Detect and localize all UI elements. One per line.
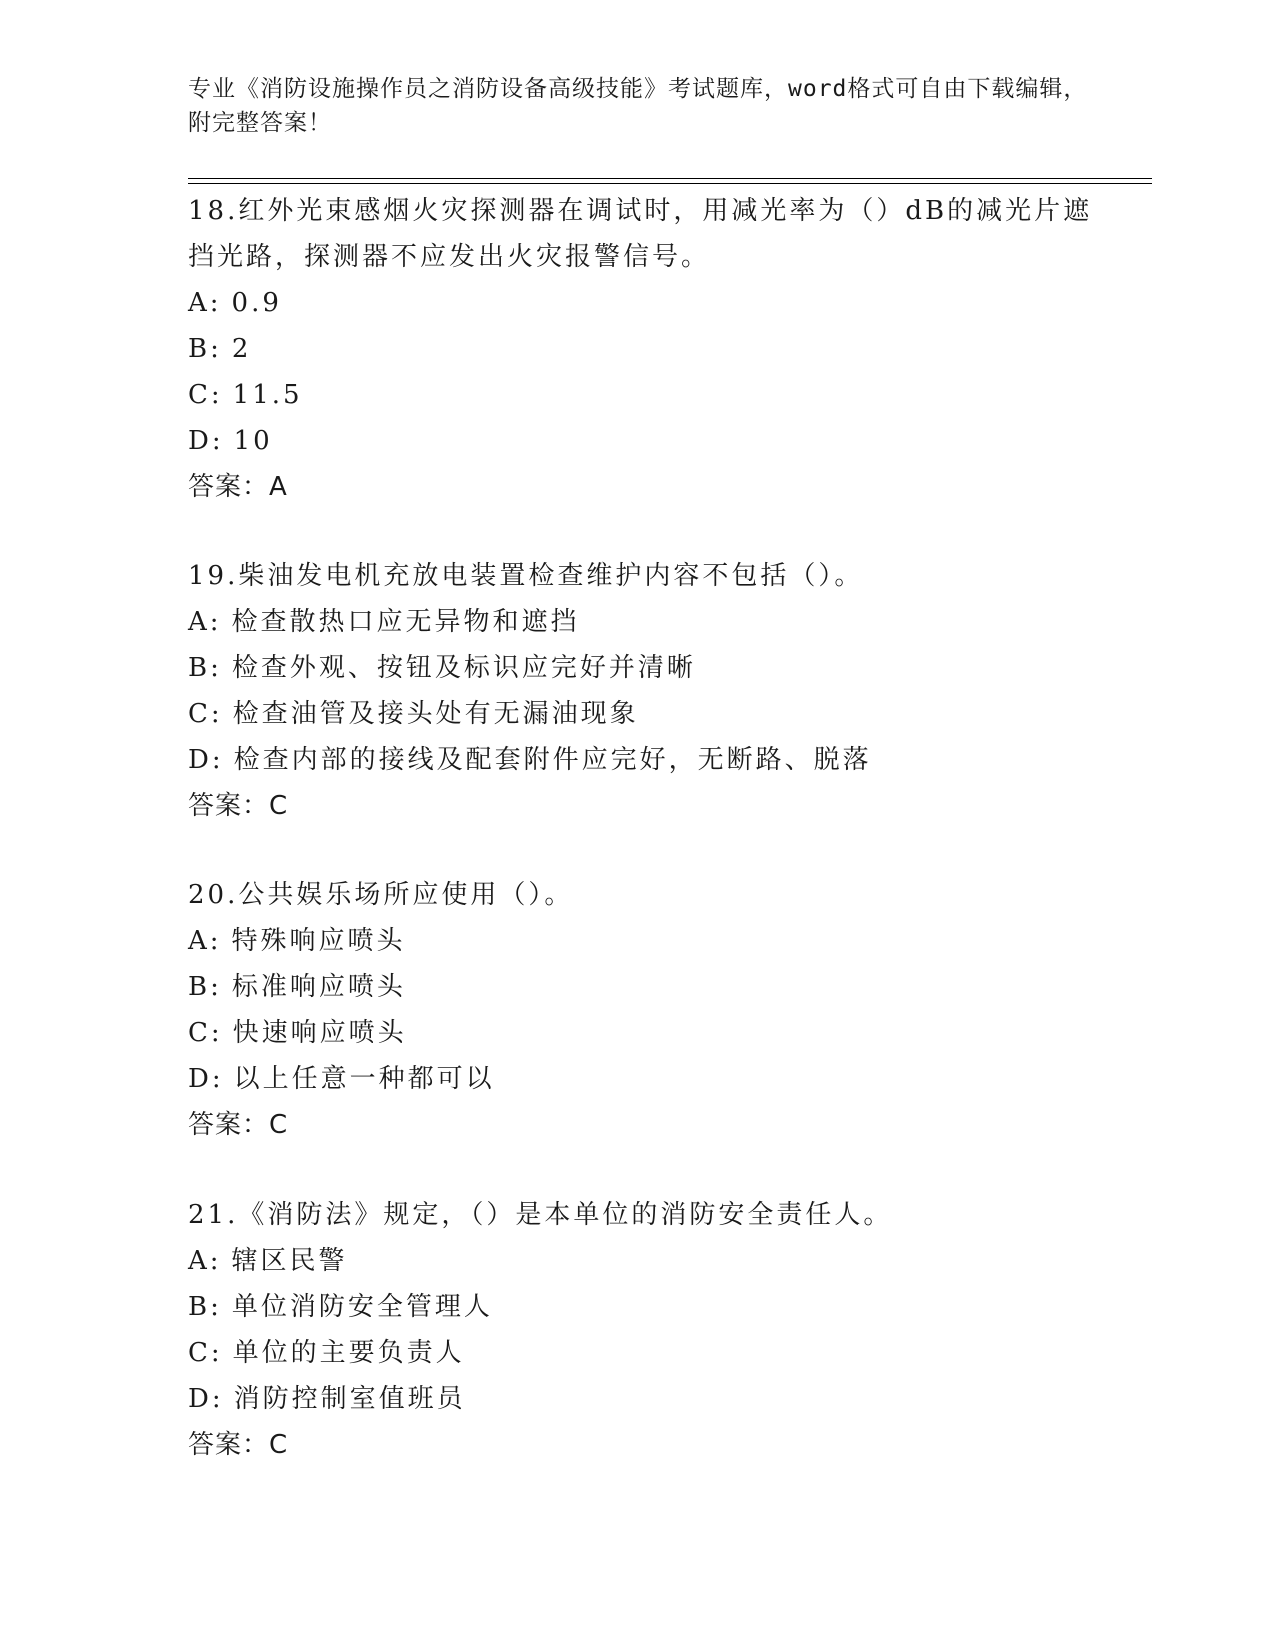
option-b (188, 645, 1108, 691)
option-text: 10 (233, 426, 273, 456)
option-text: 以上任意一种都可以 (233, 1064, 495, 1094)
question-21 (188, 1192, 1108, 1468)
option-text: 检查外观、按钮及标识应完好并清晰 (231, 653, 696, 683)
option-d (188, 418, 1108, 464)
option-text: 标准响应喷头 (231, 972, 406, 1002)
option-text: 检查散热口应无异物和遮挡 (231, 607, 580, 637)
option-separator: : (210, 1338, 223, 1368)
option-separator: : (210, 972, 222, 1002)
option-letter: A (188, 607, 210, 637)
option-letter: A (188, 288, 210, 318)
option-letter: D (188, 1384, 212, 1414)
option-text: 11.5 (232, 380, 303, 410)
option-letter: D (188, 1064, 212, 1094)
option-text: 辖区民警 (231, 1246, 348, 1276)
option-text: 特殊响应喷头 (231, 926, 406, 956)
option-b (188, 964, 1108, 1010)
question-text: 19.柴油发电机充放电装置检查维护内容不包括（）。 (188, 561, 864, 591)
option-text: 快速响应喷头 (232, 1018, 407, 1048)
option-d (188, 1056, 1108, 1102)
option-separator: : (210, 1018, 223, 1048)
option-a (188, 280, 1108, 326)
option-d (188, 737, 1108, 783)
option-a (188, 918, 1108, 964)
option-a (188, 599, 1108, 645)
option-text: 检查油管及接头处有无漏油现象 (232, 699, 639, 729)
question-text: 18.红外光束感烟火灾探测器在调试时，用减光率为（）dB的减光片遮挡光路，探测器不应发出火灾报警信号。 (188, 196, 1093, 272)
option-text: 单位的主要负责人 (232, 1338, 465, 1368)
option-text: 检查内部的接线及配套附件应完好，无断路、脱落 (233, 745, 872, 775)
option-text: 消防控制室值班员 (233, 1384, 466, 1414)
answer-label: 答案：C (188, 1110, 289, 1140)
option-c (188, 691, 1108, 737)
option-text: 单位消防安全管理人 (231, 1292, 493, 1322)
option-letter: D (188, 426, 212, 456)
question-19 (188, 553, 1108, 829)
option-a (188, 1238, 1108, 1284)
option-separator: : (210, 699, 223, 729)
option-letter: B (188, 1292, 211, 1322)
option-letter: D (188, 745, 212, 775)
option-separator: : (211, 1384, 224, 1414)
option-separator: : (211, 745, 224, 775)
option-separator: : (211, 1064, 224, 1094)
question-text: 21.《消防法》规定，（）是本单位的消防安全责任人。 (188, 1200, 893, 1230)
option-separator: : (210, 653, 222, 683)
answer-label: 答案：C (188, 791, 289, 821)
option-letter: C (188, 1018, 211, 1048)
option-separator: : (209, 607, 222, 637)
option-separator: : (209, 288, 222, 318)
option-letter: A (188, 926, 210, 956)
option-c (188, 1330, 1108, 1376)
option-letter: B (188, 334, 211, 364)
option-separator: : (211, 426, 224, 456)
option-letter: A (188, 1246, 210, 1276)
option-letter: C (188, 699, 211, 729)
question-text: 20.公共娱乐场所应使用（）。 (188, 880, 574, 910)
option-c (188, 372, 1108, 418)
question-18 (188, 188, 1108, 510)
document-header: 专业《消防设施操作员之消防设备高级技能》考试题库，word格式可自由下载编辑，附完整答案！ (188, 76, 1088, 136)
option-d (188, 1376, 1108, 1422)
option-separator: : (209, 1246, 222, 1276)
option-separator: : (209, 926, 222, 956)
option-separator: : (210, 1292, 222, 1322)
option-text: 2 (231, 334, 252, 364)
header-divider-top (188, 178, 1152, 179)
option-letter: B (188, 972, 211, 1002)
option-b (188, 1284, 1108, 1330)
header-divider-bottom (188, 183, 1152, 184)
option-letter: B (188, 653, 211, 683)
option-letter: C (188, 1338, 211, 1368)
option-c (188, 1010, 1108, 1056)
option-separator: : (210, 334, 222, 364)
option-letter: C (188, 380, 211, 410)
option-b (188, 326, 1108, 372)
question-20 (188, 872, 1108, 1148)
option-text: 0.9 (231, 288, 282, 318)
option-separator: : (210, 380, 223, 410)
answer-label: 答案：C (188, 1430, 289, 1460)
answer-label: 答案：A (188, 472, 288, 502)
